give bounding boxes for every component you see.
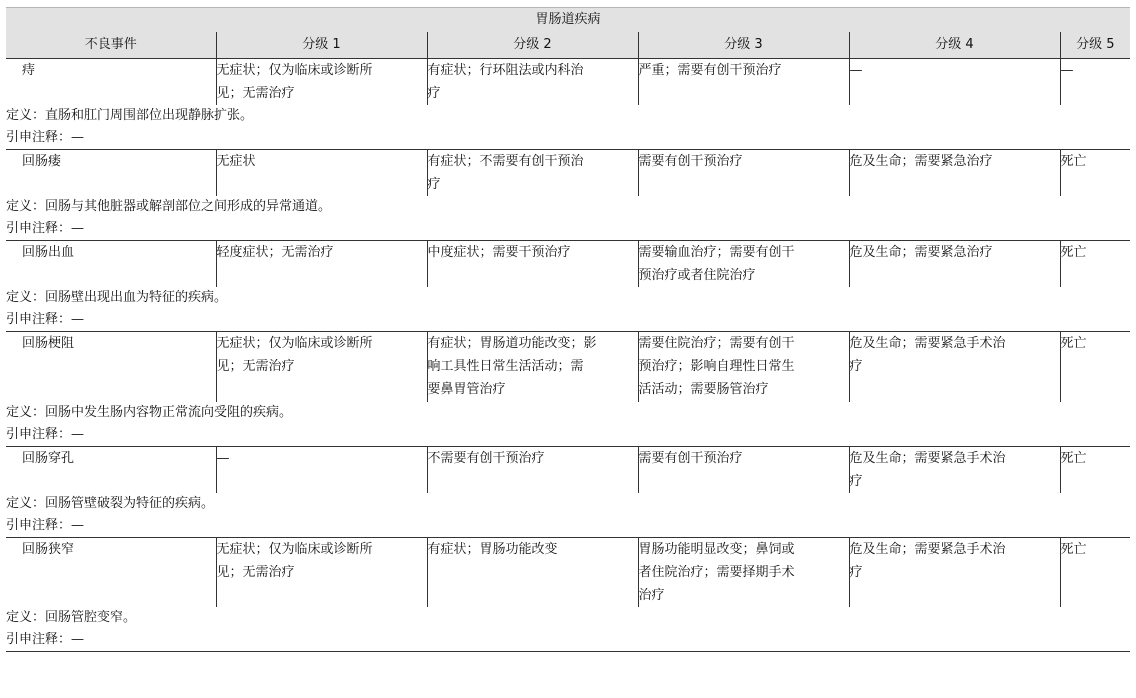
- grade-5-cell: [1060, 332, 1130, 402]
- definition-cell: [6, 287, 1130, 309]
- grade-4-cell: [849, 150, 1060, 197]
- category-title: 胃肠道疾病: [6, 8, 1130, 33]
- navigational-note-cell: [6, 127, 1130, 150]
- adverse-event-table: [6, 7, 1130, 652]
- grade-1-cell: [216, 537, 427, 607]
- event-name: 回肠狭窄: [22, 541, 75, 557]
- grade-text-line: 见；无需治疗: [216, 86, 295, 101]
- grade-text-line: 治疗: [638, 587, 665, 603]
- grade-3-cell: [638, 332, 849, 402]
- grade-text-line: 有症状；胃肠道功能改变；影: [427, 336, 597, 351]
- definition-label: 定义：: [6, 404, 46, 420]
- grade-4-cell: [849, 241, 1060, 288]
- navigational-note-row: [6, 629, 1130, 652]
- grade-text-line: 中度症状；需要干预治疗: [427, 245, 571, 260]
- event-name: 痔: [22, 63, 36, 78]
- grade-text-line: —: [1060, 63, 1074, 78]
- header-row: [6, 32, 1130, 59]
- definition-row: [6, 607, 1130, 629]
- grade-5-cell: [1060, 537, 1130, 607]
- grade-text-line: 有症状；胃肠功能改变: [427, 541, 558, 557]
- grade-text-line: 无症状；仅为临床或诊断所: [216, 63, 373, 78]
- header-grade-2: 分级 2: [427, 32, 638, 59]
- grade-2-cell: [427, 537, 638, 607]
- grade-1-cell: [216, 59, 427, 106]
- grade-text-line: 有症状；行环阻法或内科治: [427, 63, 584, 78]
- table-body: [6, 8, 1130, 652]
- definition-cell: [6, 402, 1130, 424]
- grade-5-cell: [1060, 59, 1130, 106]
- grade-text-line: 死亡: [1060, 245, 1087, 260]
- grade-text-line: 需要有创干预治疗: [638, 450, 743, 466]
- definition-row: [6, 287, 1130, 309]
- grade-text-line: 死亡: [1060, 541, 1087, 557]
- grade-text-line: 危及生命；需要紧急治疗: [849, 154, 993, 169]
- grade-text-line: 疗: [427, 177, 441, 192]
- header-grade-1: 分级 1: [216, 32, 427, 59]
- grade-text-line: 需要住院治疗；需要有创干: [638, 336, 795, 351]
- grade-1-cell: [216, 332, 427, 402]
- grade-text-line: —: [216, 450, 230, 466]
- grade-text-line: 死亡: [1060, 336, 1087, 351]
- grade-text-line: 严重；需要有创干预治疗: [638, 63, 782, 78]
- navigational-note-row: [6, 127, 1130, 150]
- navigational-note-label: 引申注释：: [6, 517, 72, 533]
- navigational-note-row: [6, 309, 1130, 332]
- grade-4-cell: [849, 59, 1060, 106]
- grade-5-cell: [1060, 241, 1130, 288]
- grade-text-line: 死亡: [1060, 450, 1087, 466]
- header-adverse-event: 不良事件: [6, 32, 216, 59]
- navigational-note-cell: [6, 424, 1130, 447]
- definition-cell: [6, 105, 1130, 127]
- header-grade-4: 分级 4: [849, 32, 1060, 59]
- grade-4-cell: [849, 537, 1060, 607]
- grade-2-cell: [427, 332, 638, 402]
- definition-text: 回肠管腔变窄。: [45, 610, 137, 625]
- grade-text-line: 胃肠功能明显改变；鼻饲或: [638, 541, 795, 557]
- grade-text-line: 疗: [849, 564, 863, 580]
- event-grade-row: [6, 150, 1130, 197]
- navigational-note-text: —: [71, 426, 85, 442]
- grade-text-line: 无症状；仅为临床或诊断所: [216, 336, 373, 351]
- navigational-note-text: —: [71, 130, 85, 145]
- grade-text-line: 死亡: [1060, 154, 1087, 169]
- grade-text-line: 见；无需治疗: [216, 564, 295, 580]
- event-grade-row: [6, 59, 1130, 106]
- navigational-note-row: [6, 218, 1130, 241]
- navigational-note-text: —: [71, 221, 85, 236]
- grade-5-cell: [1060, 150, 1130, 197]
- grade-text-line: 轻度症状；无需治疗: [216, 245, 334, 260]
- navigational-note-text: —: [71, 312, 85, 327]
- grade-3-cell: [638, 241, 849, 288]
- grade-1-cell: [216, 446, 427, 493]
- definition-text: 回肠中发生肠内容物正常流向受阻的疾病。: [45, 404, 293, 420]
- grade-text-line: 响工具性日常生活活动；需: [427, 359, 584, 374]
- definition-cell: [6, 493, 1130, 515]
- definition-text: 回肠壁出现出血为特征的疾病。: [45, 290, 228, 305]
- grade-text-line: 疗: [849, 473, 863, 489]
- category-row: [6, 8, 1130, 33]
- navigational-note-label: 引申注释：: [6, 221, 72, 236]
- header-grade-5: 分级 5: [1060, 32, 1130, 59]
- navigational-note-row: [6, 424, 1130, 447]
- grade-3-cell: [638, 150, 849, 197]
- event-name: 回肠梗阻: [22, 336, 75, 351]
- grade-3-cell: [638, 446, 849, 493]
- grade-text-line: 不需要有创干预治疗: [427, 450, 545, 466]
- navigational-note-row: [6, 515, 1130, 538]
- header-grade-3: 分级 3: [638, 32, 849, 59]
- grade-5-cell: [1060, 446, 1130, 493]
- grade-text-line: 有症状；不需要有创干预治: [427, 154, 584, 169]
- definition-row: [6, 196, 1130, 218]
- navigational-note-cell: [6, 218, 1130, 241]
- navigational-note-text: —: [71, 632, 85, 647]
- definition-cell: [6, 196, 1130, 218]
- navigational-note-label: 引申注释：: [6, 426, 72, 442]
- navigational-note-cell: [6, 515, 1130, 538]
- grade-text-line: 需要输血治疗；需要有创干: [638, 245, 795, 260]
- grade-3-cell: [638, 59, 849, 106]
- navigational-note-text: —: [71, 517, 85, 533]
- event-name: 回肠出血: [22, 245, 75, 260]
- event-name: 回肠瘘: [22, 154, 62, 169]
- definition-text: 回肠与其他脏器或解剖部位之间形成的异常通道。: [45, 199, 332, 214]
- grade-text-line: 活活动；需要肠管治疗: [638, 382, 769, 397]
- grade-text-line: 无症状: [216, 154, 256, 169]
- grade-text-line: 者住院治疗；需要择期手术: [638, 564, 795, 580]
- event-grade-row: [6, 241, 1130, 288]
- definition-text: 回肠管壁破裂为特征的疾病。: [45, 495, 215, 511]
- definition-label: 定义：: [6, 108, 46, 123]
- definition-cell: [6, 607, 1130, 629]
- grade-2-cell: [427, 59, 638, 106]
- grade-4-cell: [849, 446, 1060, 493]
- definition-label: 定义：: [6, 610, 46, 625]
- event-grade-row: [6, 446, 1130, 493]
- navigational-note-cell: [6, 309, 1130, 332]
- event-grade-row: [6, 537, 1130, 607]
- grade-text-line: 需要有创干预治疗: [638, 154, 743, 169]
- definition-row: [6, 493, 1130, 515]
- grade-text-line: 危及生命；需要紧急手术治: [849, 450, 1006, 466]
- grade-text-line: 预治疗或者住院治疗: [638, 268, 756, 283]
- grade-text-line: 见；无需治疗: [216, 359, 295, 374]
- grade-text-line: 危及生命；需要紧急治疗: [849, 245, 993, 260]
- navigational-note-label: 引申注释：: [6, 130, 72, 145]
- grade-text-line: 疗: [427, 86, 441, 101]
- grade-text-line: 危及生命；需要紧急手术治: [849, 336, 1006, 351]
- definition-label: 定义：: [6, 199, 46, 214]
- grade-text-line: 危及生命；需要紧急手术治: [849, 541, 1006, 557]
- grade-text-line: 无症状；仅为临床或诊断所: [216, 541, 373, 557]
- grade-1-cell: [216, 150, 427, 197]
- grade-2-cell: [427, 241, 638, 288]
- definition-text: 直肠和肛门周围部位出现静脉扩张。: [45, 108, 254, 123]
- grade-4-cell: [849, 332, 1060, 402]
- definition-label: 定义：: [6, 495, 46, 511]
- navigational-note-cell: [6, 629, 1130, 652]
- navigational-note-label: 引申注释：: [6, 312, 72, 327]
- grade-text-line: 预治疗；影响自理性日常生: [638, 359, 795, 374]
- event-grade-row: [6, 332, 1130, 402]
- grade-text-line: —: [849, 63, 863, 78]
- grade-3-cell: [638, 537, 849, 607]
- definition-row: [6, 105, 1130, 127]
- grade-2-cell: [427, 150, 638, 197]
- grade-1-cell: [216, 241, 427, 288]
- grade-text-line: 要鼻胃管治疗: [427, 382, 506, 397]
- grade-text-line: 疗: [849, 359, 863, 374]
- event-name: 回肠穿孔: [22, 450, 75, 466]
- definition-label: 定义：: [6, 290, 46, 305]
- definition-row: [6, 402, 1130, 424]
- grade-2-cell: [427, 446, 638, 493]
- navigational-note-label: 引申注释：: [6, 632, 72, 647]
